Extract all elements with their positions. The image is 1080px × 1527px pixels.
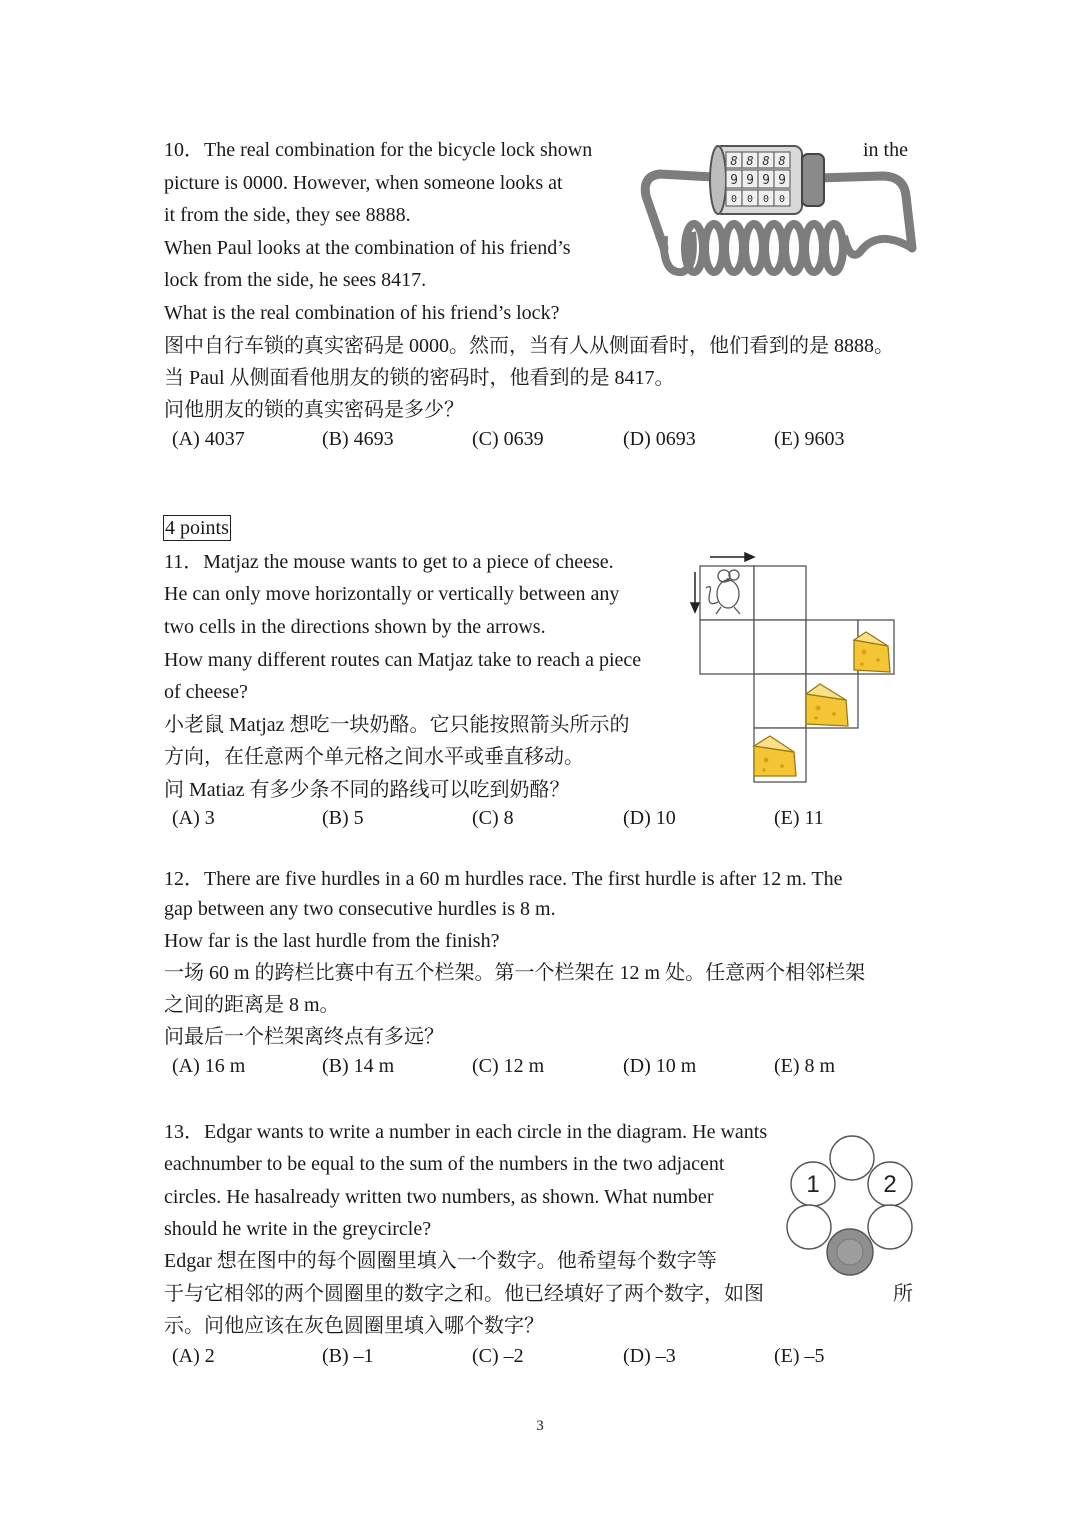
q13-line-4: should he write in the greycircle?: [164, 1218, 432, 1240]
lock-digit-mid-3: 9: [762, 173, 770, 188]
q10-line-9: 问他朋友的锁的真实密码是多少？: [164, 399, 464, 421]
q11-line-3: two cells in the directions shown by the arrows.: [164, 616, 546, 638]
q12-line-2: gap between any two consecutive hurdles is 8 m.: [164, 898, 556, 920]
q11-line-7: 方向，在任意两个单元格之间水平或垂直移动。: [164, 746, 584, 768]
lock-digit-top-3: 8: [762, 154, 770, 168]
q11-line-6: 小老鼠 Matjaz 想吃一块奶酪。它只能按照箭头所示的: [164, 714, 630, 736]
page-number: 3: [536, 1418, 544, 1434]
q10-line-6: What is the real combination of his friend’s lock?: [164, 302, 560, 324]
q10-line-1-tail: in the: [863, 139, 908, 161]
q11-option-e: (E) 11: [774, 807, 824, 829]
q13-line-1: 13．Edgar wants to write a number in each circle in the diagram. He wants: [164, 1121, 768, 1143]
lock-digit-bot-2: 0: [746, 194, 754, 205]
q10-line-8: 当 Paul 从侧面看他朋友的锁的密码时，他看到的是 8417。: [164, 367, 675, 389]
lock-digit-bot-3: 0: [762, 194, 770, 205]
q11-option-a: (A) 3: [172, 807, 215, 829]
q13-line-6-tail: 所: [893, 1283, 913, 1305]
q12-option-b: (B) 14 m: [322, 1055, 395, 1077]
q10-option-a: (A) 4037: [172, 428, 245, 450]
lock-digit-top-2: 8: [746, 154, 754, 168]
points-section-label: 4 points: [165, 517, 229, 539]
bicycle-lock-illustration: [638, 136, 918, 282]
q13-option-c: (C) –2: [472, 1345, 524, 1367]
q12-line-5: 之间的距离是 8 m。: [164, 994, 340, 1016]
q10-line-1: 10．The real combination for the bicycle lock shown: [164, 139, 593, 161]
q10-option-e: (E) 9603: [774, 428, 845, 450]
q13-line-2: eachnumber to be equal to the sum of the numbers in the two adjacent: [164, 1153, 725, 1175]
q13-option-a: (A) 2: [172, 1345, 215, 1367]
q12-line-4: 一场 60 m 的跨栏比赛中有五个栏架。第一个栏架在 12 m 处。任意两个相邻栏架: [164, 962, 866, 984]
q13-line-3: circles. He hasalready written two numbers, as shown. What number: [164, 1186, 714, 1208]
q13-line-5: Edgar 想在图中的每个圆圈里填入一个数字。他希望每个数字等: [164, 1250, 717, 1272]
circle-number-1: 1: [806, 1171, 820, 1198]
q11-line-5: of cheese?: [164, 681, 248, 703]
q10-line-4: When Paul looks at the combination of his friend’s: [164, 237, 571, 259]
q12-line-1: 12．There are five hurdles in a 60 m hurdles race. The first hurdle is after 12 m. The: [164, 868, 843, 890]
q11-line-1: 11．Matjaz the mouse wants to get to a piece of cheese.: [164, 551, 614, 573]
q12-line-6: 问最后一个栏架离终点有多远？: [164, 1026, 444, 1048]
q10-line-3: it from the side, they see 8888.: [164, 204, 411, 226]
lock-digit-top-1: 8: [730, 154, 738, 168]
lock-digit-top-4: 8: [778, 154, 786, 168]
q11-line-2: He can only move horizontally or vertically between any: [164, 583, 620, 605]
lock-digit-bot-1: 0: [730, 194, 738, 205]
q12-option-c: (C) 12 m: [472, 1055, 545, 1077]
q10-line-7: 图中自行车锁的真实密码是 0000。然而，当有人从侧面看时，他们看到的是 8888。: [164, 335, 894, 357]
q12-line-3: How far is the last hurdle from the finish?: [164, 930, 500, 952]
q10-option-c: (C) 0639: [472, 428, 544, 450]
q13-line-6: 于与它相邻的两个圆圈里的数字之和。他已经填好了两个数字，如图: [164, 1283, 764, 1305]
q11-option-b: (B) 5: [322, 807, 364, 829]
q12-option-d: (D) 10 m: [623, 1055, 697, 1077]
q13-line-7: 示。问他应该在灰色圆圈里填入哪个数字？: [164, 1315, 544, 1337]
q11-line-8: 问 Matiaz 有多少条不同的路线可以吃到奶酪？: [164, 779, 570, 801]
q12-option-a: (A) 16 m: [172, 1055, 246, 1077]
mouse-cheese-grid: [688, 548, 900, 790]
q13-option-e: (E) –5: [774, 1345, 825, 1367]
q10-line-2: picture is 0000. However, when someone looks at: [164, 172, 563, 194]
q13-option-b: (B) –1: [322, 1345, 374, 1367]
lock-digit-mid-4: 9: [778, 173, 786, 188]
q12-option-e: (E) 8 m: [774, 1055, 836, 1077]
q10-line-5: lock from the side, he sees 8417.: [164, 269, 427, 291]
circles-diagram: [782, 1134, 918, 1286]
circle-number-2: 2: [883, 1171, 897, 1198]
q11-line-4: How many different routes can Matjaz take to reach a piece: [164, 649, 642, 671]
q10-option-d: (D) 0693: [623, 428, 696, 450]
q11-option-c: (C) 8: [472, 807, 514, 829]
q10-option-b: (B) 4693: [322, 428, 394, 450]
q11-option-d: (D) 10: [623, 807, 676, 829]
lock-digit-mid-1: 9: [730, 173, 738, 188]
lock-digit-bot-4: 0: [778, 194, 786, 205]
q13-option-d: (D) –3: [623, 1345, 676, 1367]
lock-digit-mid-2: 9: [746, 173, 754, 188]
